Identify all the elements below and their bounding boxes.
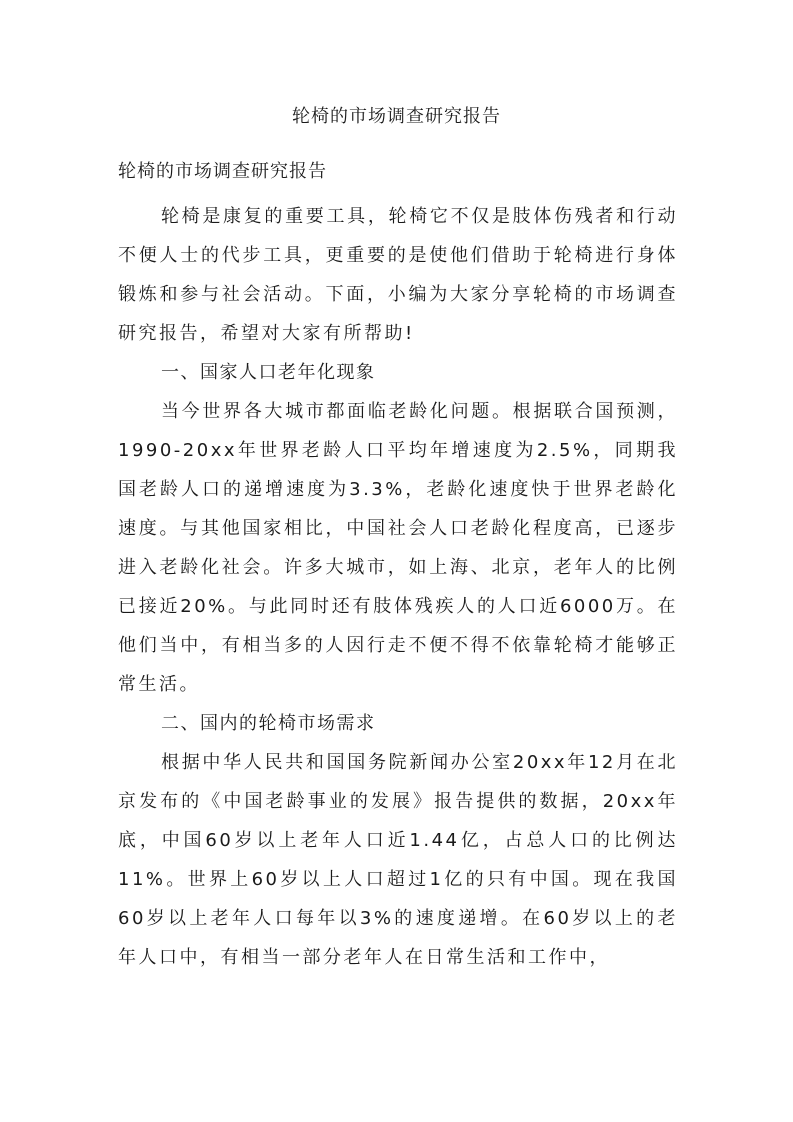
document-subtitle: 轮椅的市场调查研究报告 <box>118 161 327 182</box>
section-heading-demand: 二、国内的轮椅市场需求 <box>161 713 376 734</box>
aging-paragraph: 当今世界各大城市都面临老龄化问题。根据联合国预测，1990-20xx年世界老龄人口平均年增速度为2.5%，同期我国老龄人口的递增速度为3.3%，老龄化速度快于世界老龄化速度。与其他国家相比，中国社会人口老龄化程度高，已逐步进入老龄化社会。许多大城市，如上海、北京，老年人的比例已接近20%。与此同时还有肢体残疾人的人口近6000万。在他们当中，有相当多的人因行走不便不得不依靠轮椅才能够正常生活。 <box>118 401 678 695</box>
document-body <box>118 197 678 977</box>
intro-paragraph: 轮椅是康复的重要工具，轮椅它不仅是肢体伤残者和行动不便人士的代步工具，更重要的是使他们借助于轮椅进行身体锻炼和参与社会活动。下面，小编为大家分享轮椅的市场调查研究报告，希望对大家有所帮助! <box>118 206 678 344</box>
section-heading-aging: 一、国家人口老年化现象 <box>161 362 376 383</box>
demand-paragraph: 根据中华人民共和国国务院新闻办公室20xx年12月在北京发布的《中国老龄事业的发展》报告提供的数据，20xx年底，中国60岁以上老年人口近1.44亿，占总人口的比例达11%。世界上60岁以上人口超过1亿的只有中国。现在我国60岁以上老年人口每年以3%的速度递增。在60岁以上的老年人口中，有相当一部分老年人在日常生活和工作中， <box>118 752 678 968</box>
page-title: 轮椅的市场调查研究报告 <box>292 106 501 127</box>
